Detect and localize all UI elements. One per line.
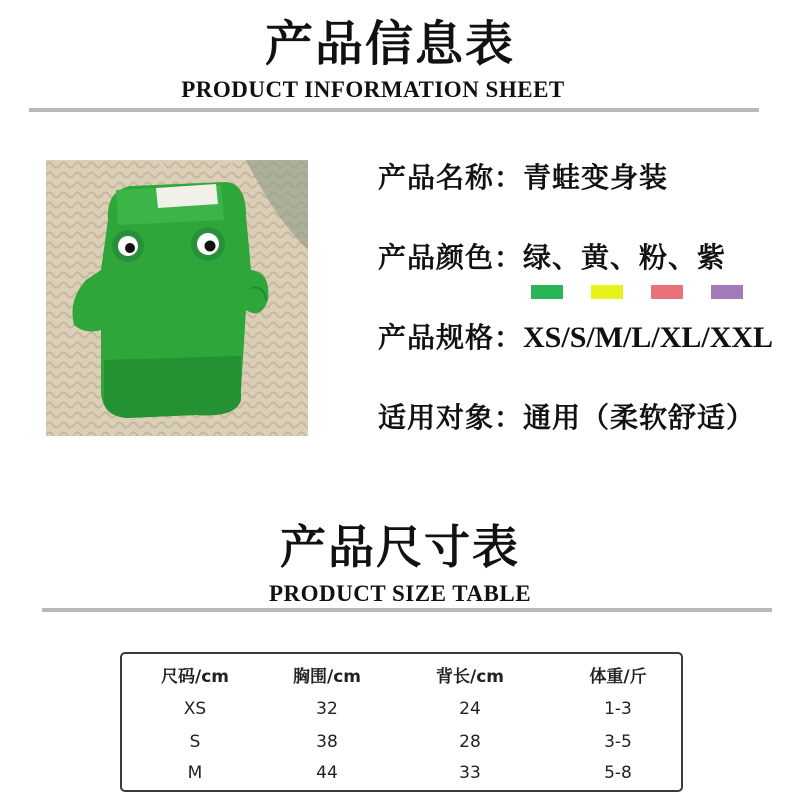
table-cell: S bbox=[189, 732, 201, 752]
size-table-title: 产品尺寸表 bbox=[280, 520, 520, 574]
product-target-label: 适用对象： bbox=[378, 401, 524, 434]
table-cell: 3-5 bbox=[604, 732, 632, 752]
table-cell: 33 bbox=[459, 763, 481, 783]
table-cell: M bbox=[187, 763, 203, 783]
column-header-back-length: 背长/cm bbox=[436, 667, 504, 687]
table-cell: XS bbox=[183, 699, 207, 719]
table-cell: 38 bbox=[316, 732, 338, 752]
size-table-subtitle: PRODUCT SIZE TABLE bbox=[268, 581, 532, 606]
product-name-label: 产品名称： bbox=[378, 161, 524, 194]
product-name-row bbox=[378, 160, 668, 196]
table-cell: 44 bbox=[316, 763, 338, 783]
table-cell: 28 bbox=[459, 732, 481, 752]
product-spec-row bbox=[378, 320, 773, 356]
product-color-row bbox=[378, 240, 726, 276]
product-spec-value: XS/S/M/L/XL/XXL bbox=[523, 321, 774, 354]
info-title: 产品信息表 bbox=[264, 16, 515, 72]
color-swatch-purple bbox=[711, 285, 743, 299]
product-color-value: 绿、黄、粉、紫 bbox=[523, 241, 727, 274]
divider bbox=[29, 108, 759, 112]
divider bbox=[42, 608, 772, 612]
product-color-label: 产品颜色： bbox=[378, 241, 524, 274]
product-spec-label: 产品规格： bbox=[378, 321, 524, 354]
table-cell: 32 bbox=[316, 699, 338, 719]
table-cell: 24 bbox=[459, 699, 481, 719]
frog-hoodie-image bbox=[46, 160, 308, 436]
product-target-row bbox=[378, 400, 755, 436]
table-cell: 1-3 bbox=[604, 699, 632, 719]
color-swatch-pink bbox=[651, 285, 683, 299]
product-photo bbox=[46, 160, 308, 436]
table-cell: 5-8 bbox=[604, 763, 632, 783]
column-header-weight: 体重/斤 bbox=[589, 667, 647, 687]
product-target-value: 通用（柔软舒适） bbox=[523, 401, 756, 434]
color-swatch-yellow bbox=[591, 285, 623, 299]
column-header-size: 尺码/cm bbox=[161, 667, 229, 687]
column-header-chest: 胸围/cm bbox=[293, 667, 361, 687]
info-subtitle: PRODUCT INFORMATION SHEET bbox=[181, 77, 565, 102]
product-name-value: 青蛙变身装 bbox=[523, 161, 669, 194]
color-swatch-green bbox=[531, 285, 563, 299]
